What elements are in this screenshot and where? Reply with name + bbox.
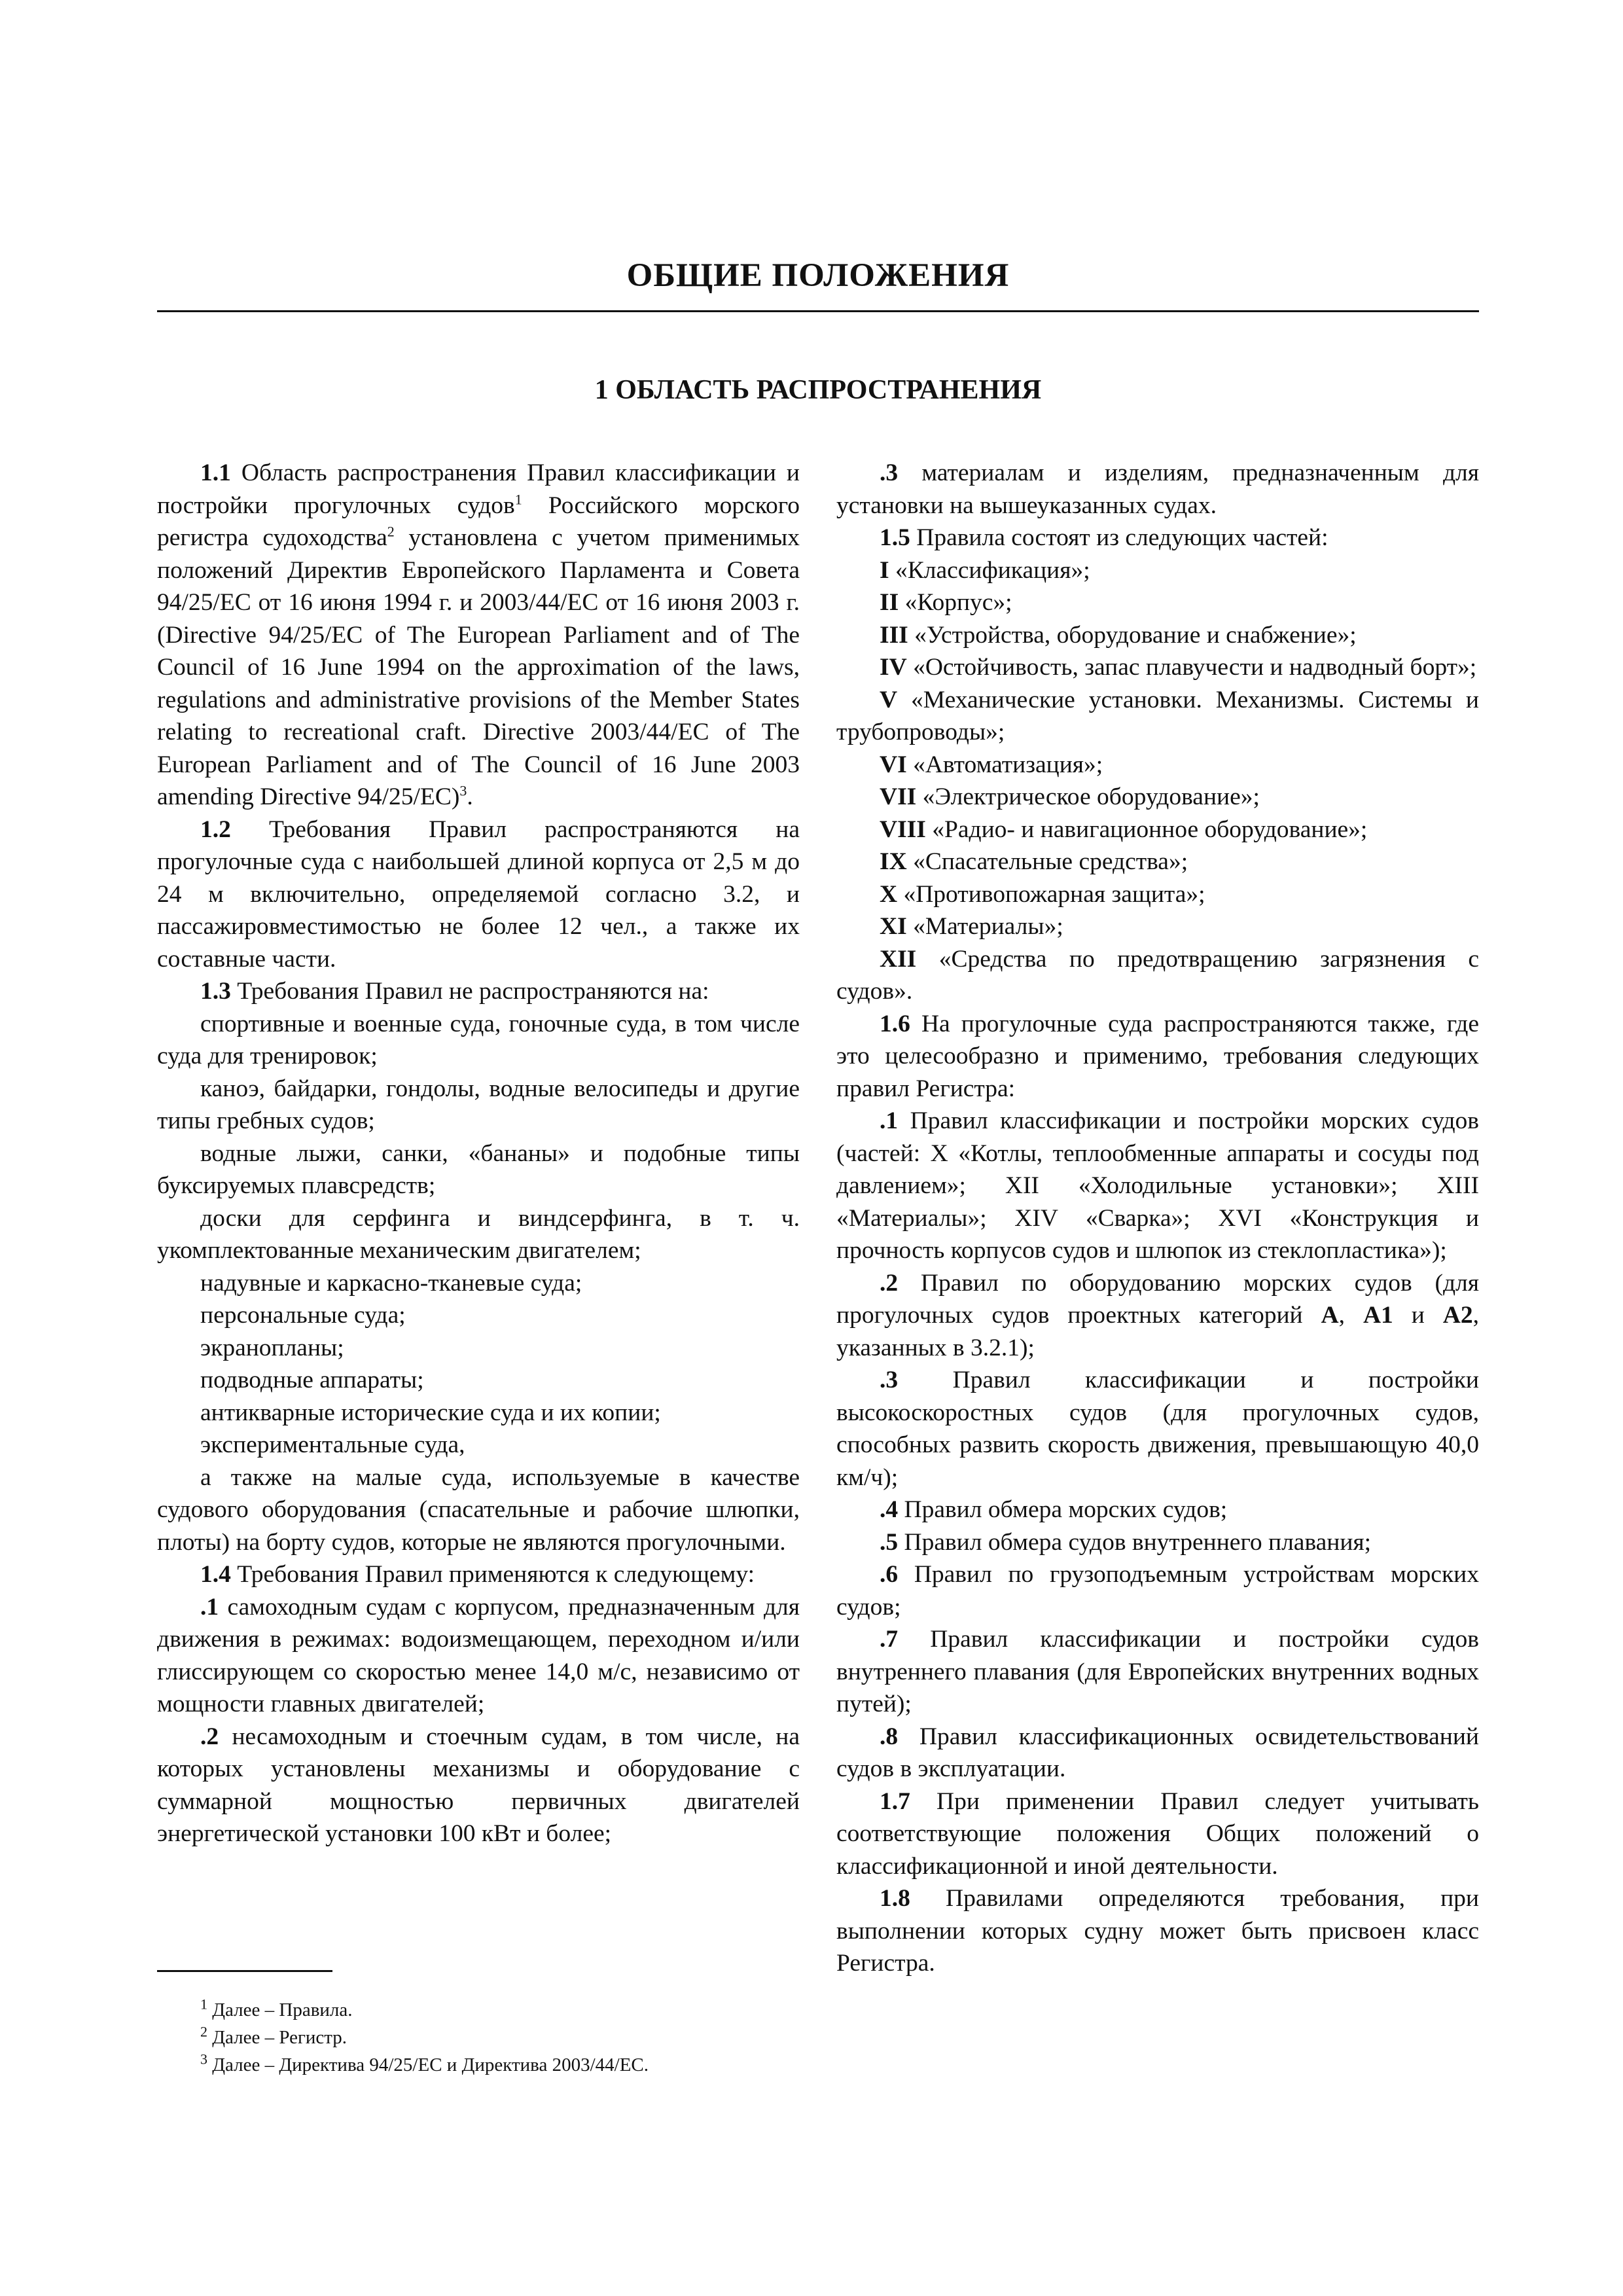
paragraph-text: Правил классификации и постройки высокоскоростных судов (для прогулочных судов, способных развить скорость движения, превышающую 40,0 км/ч); [836,1367,1479,1491]
footnote-ref: 2 [387,523,395,540]
part-item [836,586,1479,619]
list-item: доски для серфинга и виндсерфинга, в т. ч. укомплектованные механическим двигателем; [157,1204,800,1264]
paragraph-text: Требования Правил не распространяются на: [230,978,709,1005]
paragraph-text: Правил обмера морских судов; [898,1496,1228,1523]
paragraph-number: .1 [200,1593,219,1621]
paragraph-text: Правилами определяются требования, при выполнении которых судну может быть присвоен класс Регистра. [836,1885,1479,1977]
footnote-2 [200,2024,789,2051]
paragraph-text: Требования Правил применяются к следующему: [230,1561,755,1588]
subparagraph-1-4-1 [157,1591,800,1721]
footnote-mark: 3 [200,2051,207,2068]
subparagraph-1-6-1 [836,1105,1479,1267]
part-item [836,554,1479,587]
paragraph-number: .7 [880,1626,899,1653]
subparagraph-1-6-2 [836,1267,1479,1365]
paragraph-1-3 [157,975,800,1008]
footnote-text: Далее – Регистр. [212,2027,348,2048]
paragraph-number: 1.7 [880,1787,910,1815]
paragraph-number: .3 [880,1367,899,1393]
part-number: X [880,880,898,908]
paragraph-number: .1 [880,1107,899,1134]
part-item [836,943,1479,1008]
part-item [836,910,1479,943]
paragraph-number: 1.1 [200,459,231,486]
part-title: «Противопожарная защита»; [897,880,1205,908]
title-rule [157,310,1479,312]
paragraph-number: .8 [880,1723,899,1750]
paragraph-number: 1.5 [880,524,910,551]
part-title: «Механические установки. Механизмы. Системы и трубопроводы»; [836,686,1479,745]
list-item: надувные и каркасно-тканевые суда; [200,1269,582,1297]
paragraph-number: .4 [880,1496,899,1523]
paragraph-text: Правил по оборудованию морских судов (для прогулочных судов проектных категорий [836,1269,1479,1329]
paragraph-text: Правил классификации и постройки судов внутреннего плавания (для Европейских внутренних водных путей); [836,1626,1479,1717]
part-number: VI [880,751,907,778]
paragraph-number: .3 [880,459,899,486]
part-item [836,619,1479,652]
paragraph-text: Российского морского регистра судоходства [157,492,800,551]
list-item: экспериментальные суда, [200,1431,465,1458]
footnote-text: Далее – Директива 94/25/ЕС и Директива 2003/44/ЕС. [212,2054,649,2075]
part-item [836,878,1479,911]
footnote-ref: 3 [459,782,467,799]
footnote-text: Далее – Правила. [212,2000,353,2020]
list-item: экранопланы; [200,1334,344,1361]
part-number: I [880,556,889,584]
part-title: «Устройства, оборудование и снабжение»; [908,621,1357,649]
paragraph-text: При применении Правил следует учитывать соответствующие положения Общих положений о классификационной и иной деятельности. [836,1787,1479,1880]
part-title: «Электрическое оборудование»; [916,783,1260,810]
subparagraph-1-6-5 [836,1526,1479,1559]
list-item: подводные аппараты; [200,1367,424,1393]
paragraph-text: Правил классификационных освидетельствований судов в эксплуатации. [836,1723,1479,1782]
list-item: каноэ, байдарки, гондолы, водные велосипеды и другие типы гребных судов; [157,1075,800,1134]
paragraph-text: установлена с учетом применимых положений Директив Европейского Парламента и Совета 94/25/ЕС от 16 июня 1994 г. и 2003/44/ЕС от 16 июня 2003 г. (Directive 94/25/EC of The European Parliament and of The Council of 16 June 1994 on the approximation of the laws, regulations and administrative provisions of the Member States relating to recreational craft. Directive 2003/44/EC of The European Parliament and of The Council of 16 June 2003 amending Directive 94/25/EC) [157,524,800,810]
part-title: «Остойчивость, запас плавучести и надводный борт»; [906,654,1477,681]
paragraph-1-1 [157,457,800,814]
part-title: «Автоматизация»; [906,751,1103,778]
part-item [836,814,1479,846]
paragraph-text: На прогулочные суда распространяются также, где это целесообразно и применимо, требования следующих правил Регистра: [836,1010,1479,1102]
footnote-mark: 1 [200,1996,207,2013]
part-number: III [880,621,908,649]
part-number: IV [880,654,907,681]
paragraph-text: . [467,783,473,810]
subparagraph-1-4-3 [836,457,1479,522]
paragraph-1-4 [157,1558,800,1591]
page-title: ОБЩИЕ ПОЛОЖЕНИЯ [626,257,1010,294]
category-a: A [1321,1302,1339,1329]
footnote-mark: 2 [200,2023,207,2040]
part-title: «Корпус»; [899,589,1012,616]
part-item [836,749,1479,781]
footnote-1 [200,1996,789,2024]
paragraph-1-5 [836,522,1479,554]
paragraph-number: .2 [880,1269,899,1297]
paragraph-text: , [1338,1302,1363,1329]
part-number: VIII [880,816,926,843]
paragraph-number: 1.8 [880,1885,910,1912]
paragraph-1-7 [836,1785,1479,1883]
part-title: «Радио- и навигационное оборудование»; [925,816,1368,843]
paragraph-text: и [1393,1302,1443,1329]
part-title: «Спасательные средства»; [906,848,1188,875]
paragraph-text: Правил обмера судов внутреннего плавания; [898,1528,1372,1556]
paragraph-number: .5 [880,1528,899,1556]
paragraph-text: материалам и изделиям, предназначенным для установки на вышеуказанных судах. [836,459,1479,519]
subparagraph-1-6-6 [836,1558,1479,1623]
part-title: «Средства по предотвращению загрязнения с судов». [836,945,1479,1005]
paragraph-text: несамоходным и стоечным судам, в том числе, на которых установлены механизмы и оборудование с суммарной мощностью первичных двигателей энергетической установки 100 кВт и более; [157,1723,800,1847]
paragraph-text: , указанных в 3.2.1); [836,1302,1480,1361]
subparagraph-1-6-4 [836,1494,1479,1526]
footnote-3 [200,2051,789,2079]
part-number: IX [880,848,907,875]
list-item: персональные суда; [200,1302,406,1329]
left-column [157,457,800,1850]
paragraph-text: Требования Правил распространяются на прогулочные суда с наибольшей длиной корпуса от 2,5 м до 24 м включительно, определяемой согласно 3.2, и пассажировместимостью не более 12 чел., а также их составные части. [157,816,800,973]
list-item: спортивные и военные суда, гоночные суда, в том числе суда для тренировок; [157,1010,800,1069]
part-number: XII [880,945,917,973]
paragraph-number: 1.3 [200,978,231,1005]
paragraph-number: 1.2 [200,816,231,843]
section-title: 1 ОБЛАСТЬ РАСПРОСТРАНЕНИЯ [594,375,1042,405]
right-column [836,457,1479,1980]
part-number: II [880,589,899,616]
paragraph-text: Правил классификации и постройки морских судов (частей: X «Котлы, теплообменные аппараты и сосуды под давлением»; XII «Холодильные установки»; XIII «Материалы»; XIV «Сварка»; XVI «Конструкция и прочность корпусов судов и шлюпок из стеклопластика»); [836,1107,1479,1264]
footnote-ref: 1 [514,491,522,507]
paragraph-number: 1.4 [200,1561,231,1588]
paragraph-1-6 [836,1008,1479,1105]
document-page [157,0,1479,2296]
paragraph-1-8 [836,1882,1479,1980]
footnotes [200,1996,789,2079]
paragraph-text: Правил по грузоподъемным устройствам морских судов; [836,1561,1479,1621]
part-number: V [880,686,898,713]
part-item [836,684,1479,749]
paragraph-text: Область распространения Правил классификации и постройки прогулочных судов [157,459,800,519]
paragraph-text: самоходным судам с корпусом, предназначенным для движения в режимах: водоизмещающем, переходном и/или глиссирующем со скоростью менее 14,0 м/с, независимо от мощности главных двигателей; [157,1593,800,1717]
footnote-rule [157,1970,332,1972]
list-item: антикварные исторические суда и их копии; [200,1399,661,1426]
subparagraph-1-6-8 [836,1721,1479,1785]
list-item: а также на малые суда, используемые в качестве судового оборудования (спасательные и рабочие шлюпки, плоты) на борту судов, которые не являются прогулочными. [157,1463,800,1556]
paragraph-number: .6 [880,1561,899,1588]
part-number: XI [880,913,907,940]
subparagraph-1-4-2 [157,1721,800,1850]
part-title: «Материалы»; [906,913,1063,940]
part-item [836,651,1479,684]
category-a1: A1 [1363,1302,1393,1329]
subparagraph-1-6-3 [836,1364,1479,1494]
subparagraph-1-6-7 [836,1623,1479,1721]
paragraph-text: Правила состоят из следующих частей: [910,524,1329,551]
part-item [836,846,1479,878]
paragraph-number: 1.6 [880,1010,910,1037]
part-title: «Классификация»; [889,556,1090,584]
part-item [836,781,1479,814]
paragraph-1-2 [157,814,800,976]
list-item: водные лыжи, санки, «бананы» и подобные типы буксируемых плавсредств; [157,1139,800,1199]
paragraph-number: .2 [200,1723,219,1750]
part-number: VII [880,783,917,810]
category-a2: A2 [1442,1302,1473,1329]
